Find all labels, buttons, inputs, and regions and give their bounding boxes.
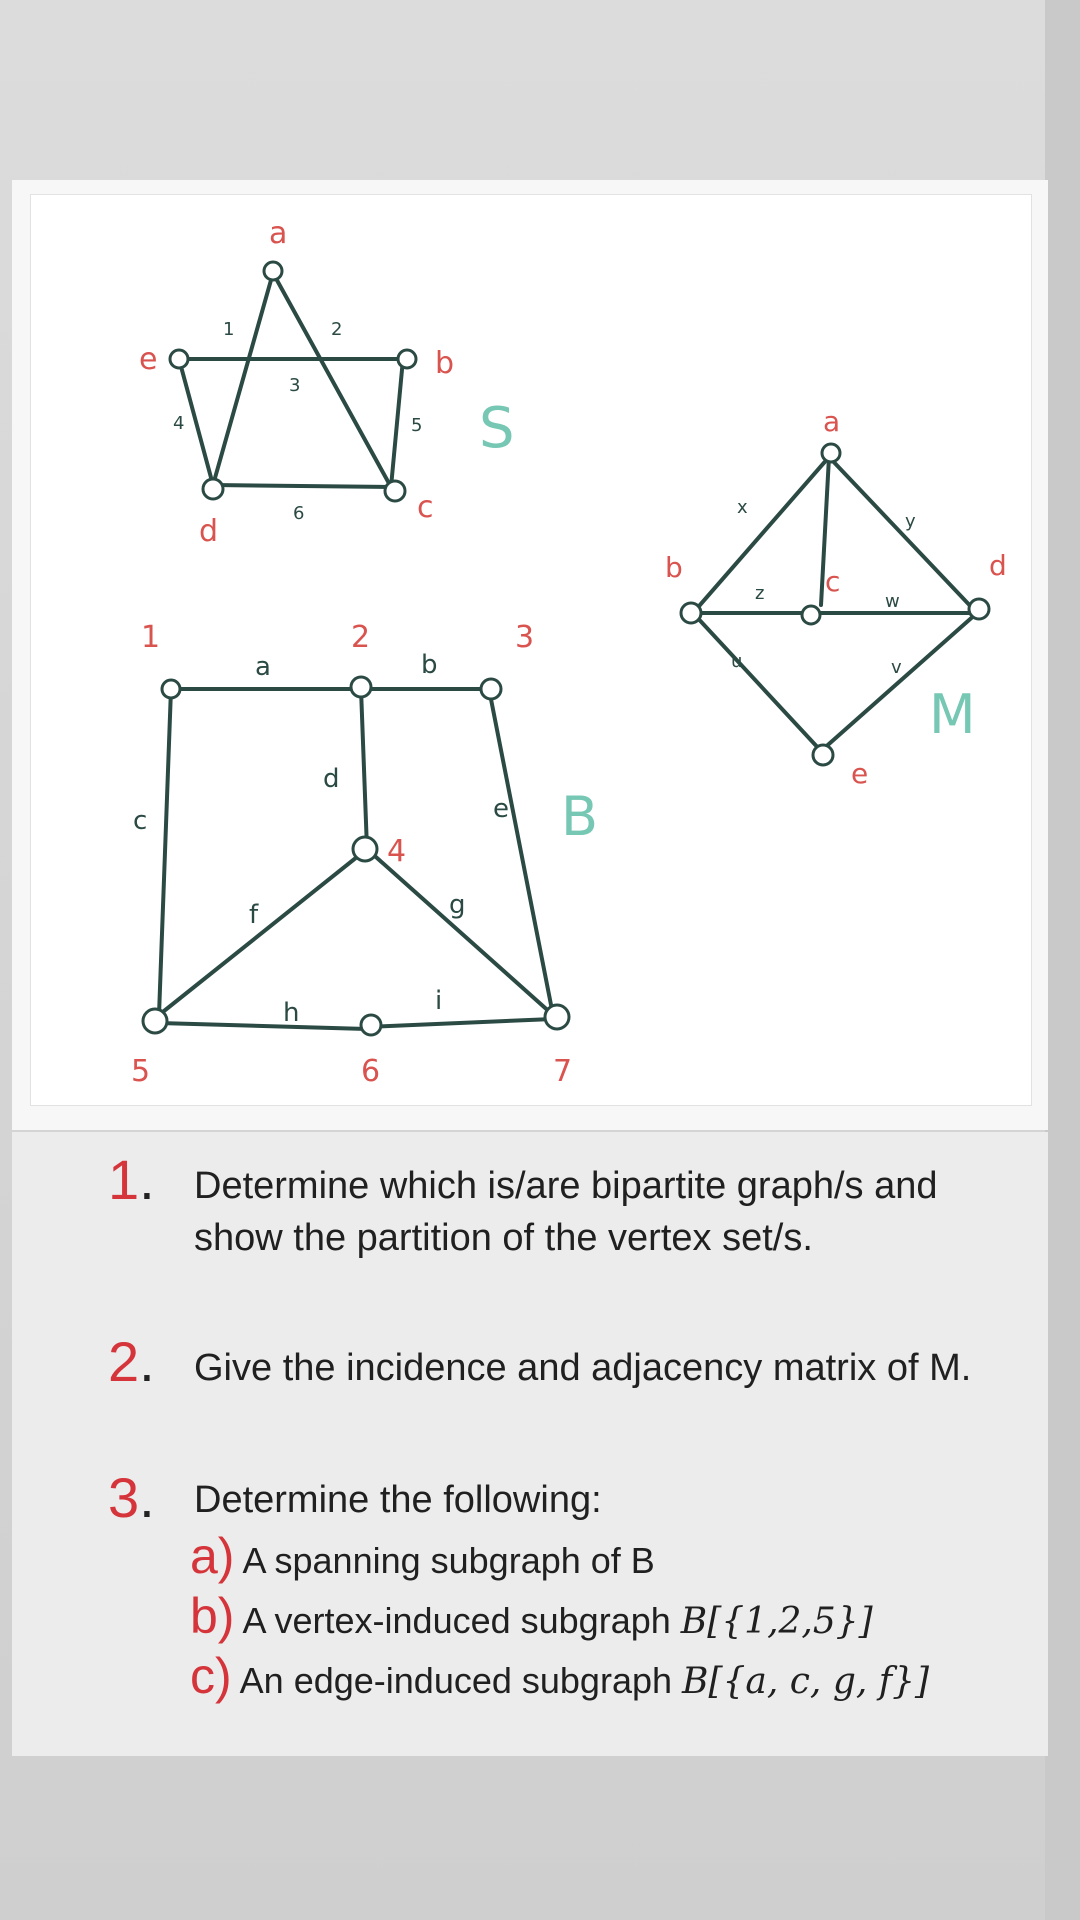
b-edge-h-line (159, 1023, 367, 1029)
s-label-e: e (139, 342, 158, 377)
graphs-svg (31, 195, 1031, 1105)
m-label-a: a (823, 405, 841, 438)
b-vertex-7 (545, 1005, 569, 1029)
b-label-4: 4 (387, 834, 407, 869)
b-label-5: 5 (131, 1054, 151, 1089)
m-vertex-a (822, 444, 840, 462)
s-edge-3-line (213, 273, 273, 485)
s-edge-label-3: 3 (289, 375, 301, 396)
m-edge-label-y: y (905, 511, 916, 532)
graph-m-title: M (929, 683, 976, 746)
m-edge-label-u: u (731, 651, 743, 672)
b-edge-label-a: a (255, 652, 271, 682)
m-edge-label-w: w (885, 591, 900, 612)
b-edge-label-i: i (435, 986, 443, 1016)
subquestion-a-letter: a) (190, 1528, 235, 1584)
b-vertex-3 (481, 679, 501, 699)
s-edge-5-line (391, 359, 403, 487)
s-vertex-e (170, 350, 188, 368)
s-vertex-a (264, 262, 282, 280)
m-label-c: c (825, 565, 841, 598)
background-strip (1045, 0, 1080, 1920)
b-edge-label-c: c (133, 806, 148, 836)
s-label-a: a (269, 216, 288, 251)
b-edge-i-line (367, 1019, 553, 1027)
s-label-d: d (199, 514, 219, 549)
b-edge-f-line (159, 849, 367, 1015)
subquestion-b-math: B[{1,2,5}] (680, 1601, 873, 1642)
subquestion-c-text: An edge-induced subgraph (239, 1660, 683, 1701)
b-vertex-1 (162, 680, 180, 698)
subquestion-c (190, 1650, 929, 1708)
subquestion-b-text: A vertex-induced subgraph (242, 1600, 681, 1641)
m-label-b: b (665, 551, 683, 584)
graph-b-vertices (143, 677, 569, 1035)
s-label-b: b (435, 346, 455, 381)
b-vertex-5 (143, 1009, 167, 1033)
graph-b-title: B (561, 785, 599, 848)
subquestion-b-letter: b) (190, 1588, 235, 1644)
m-vertex-c (802, 606, 820, 624)
m-edge-label-v: v (891, 657, 902, 678)
s-vertex-c (385, 481, 405, 501)
s-edge-label-2: 2 (331, 319, 343, 340)
b-edge-d-line (361, 689, 367, 849)
m-label-e: e (851, 757, 869, 790)
subquestion-a-text: A spanning subgraph of B (242, 1540, 655, 1581)
s-edge-label-1: 1 (223, 319, 235, 340)
question-2-text: Give the incidence and adjacency matrix of M. (194, 1347, 972, 1389)
b-label-1: 1 (141, 620, 161, 655)
s-vertex-d (203, 479, 223, 499)
b-edge-label-e: e (493, 794, 509, 824)
question-1-text: Determine which is/are bipartite graph/s and show the partition of the vertex set/s. (194, 1165, 938, 1259)
b-vertex-4 (353, 837, 377, 861)
subquestion-a (190, 1530, 655, 1587)
s-edge-label-4: 4 (173, 413, 185, 434)
m-edge-u-line (693, 613, 821, 751)
m-vertex-e (813, 745, 833, 765)
b-label-6: 6 (361, 1054, 381, 1089)
b-label-7: 7 (553, 1054, 573, 1089)
m-edge-label-x: x (737, 497, 748, 518)
b-edge-c-line (159, 689, 171, 1015)
s-edge-6-line (213, 485, 391, 487)
m-label-d: d (989, 549, 1007, 582)
b-edge-label-g: g (449, 890, 466, 920)
graph-s-title: S (479, 396, 515, 461)
s-edge-label-6: 6 (293, 503, 305, 524)
question-1-number: 1. (108, 1148, 155, 1211)
b-edge-label-f: f (249, 900, 259, 930)
b-vertex-2 (351, 677, 371, 697)
question-3-number: 3. (108, 1466, 155, 1529)
graphs-figure (30, 194, 1032, 1106)
subquestion-c-letter: c) (190, 1648, 232, 1704)
question-3-text: Determine the following: (194, 1479, 602, 1521)
m-edge-y-line (829, 457, 977, 613)
m-edge-label-z: z (755, 583, 765, 604)
b-vertex-6 (361, 1015, 381, 1035)
m-vertex-d (969, 599, 989, 619)
b-label-3: 3 (515, 620, 535, 655)
s-label-c: c (417, 490, 434, 525)
b-label-2: 2 (351, 620, 371, 655)
subquestion-b (190, 1590, 873, 1648)
b-edge-label-d: d (323, 764, 340, 794)
m-vertex-b (681, 603, 701, 623)
s-edge-label-5: 5 (411, 415, 423, 436)
b-edge-label-h: h (283, 998, 300, 1028)
s-vertex-b (398, 350, 416, 368)
subquestion-c-math: B[{a, c, g, f}] (682, 1661, 930, 1702)
question-2-number: 2. (108, 1330, 155, 1393)
b-edge-label-b: b (421, 650, 438, 680)
